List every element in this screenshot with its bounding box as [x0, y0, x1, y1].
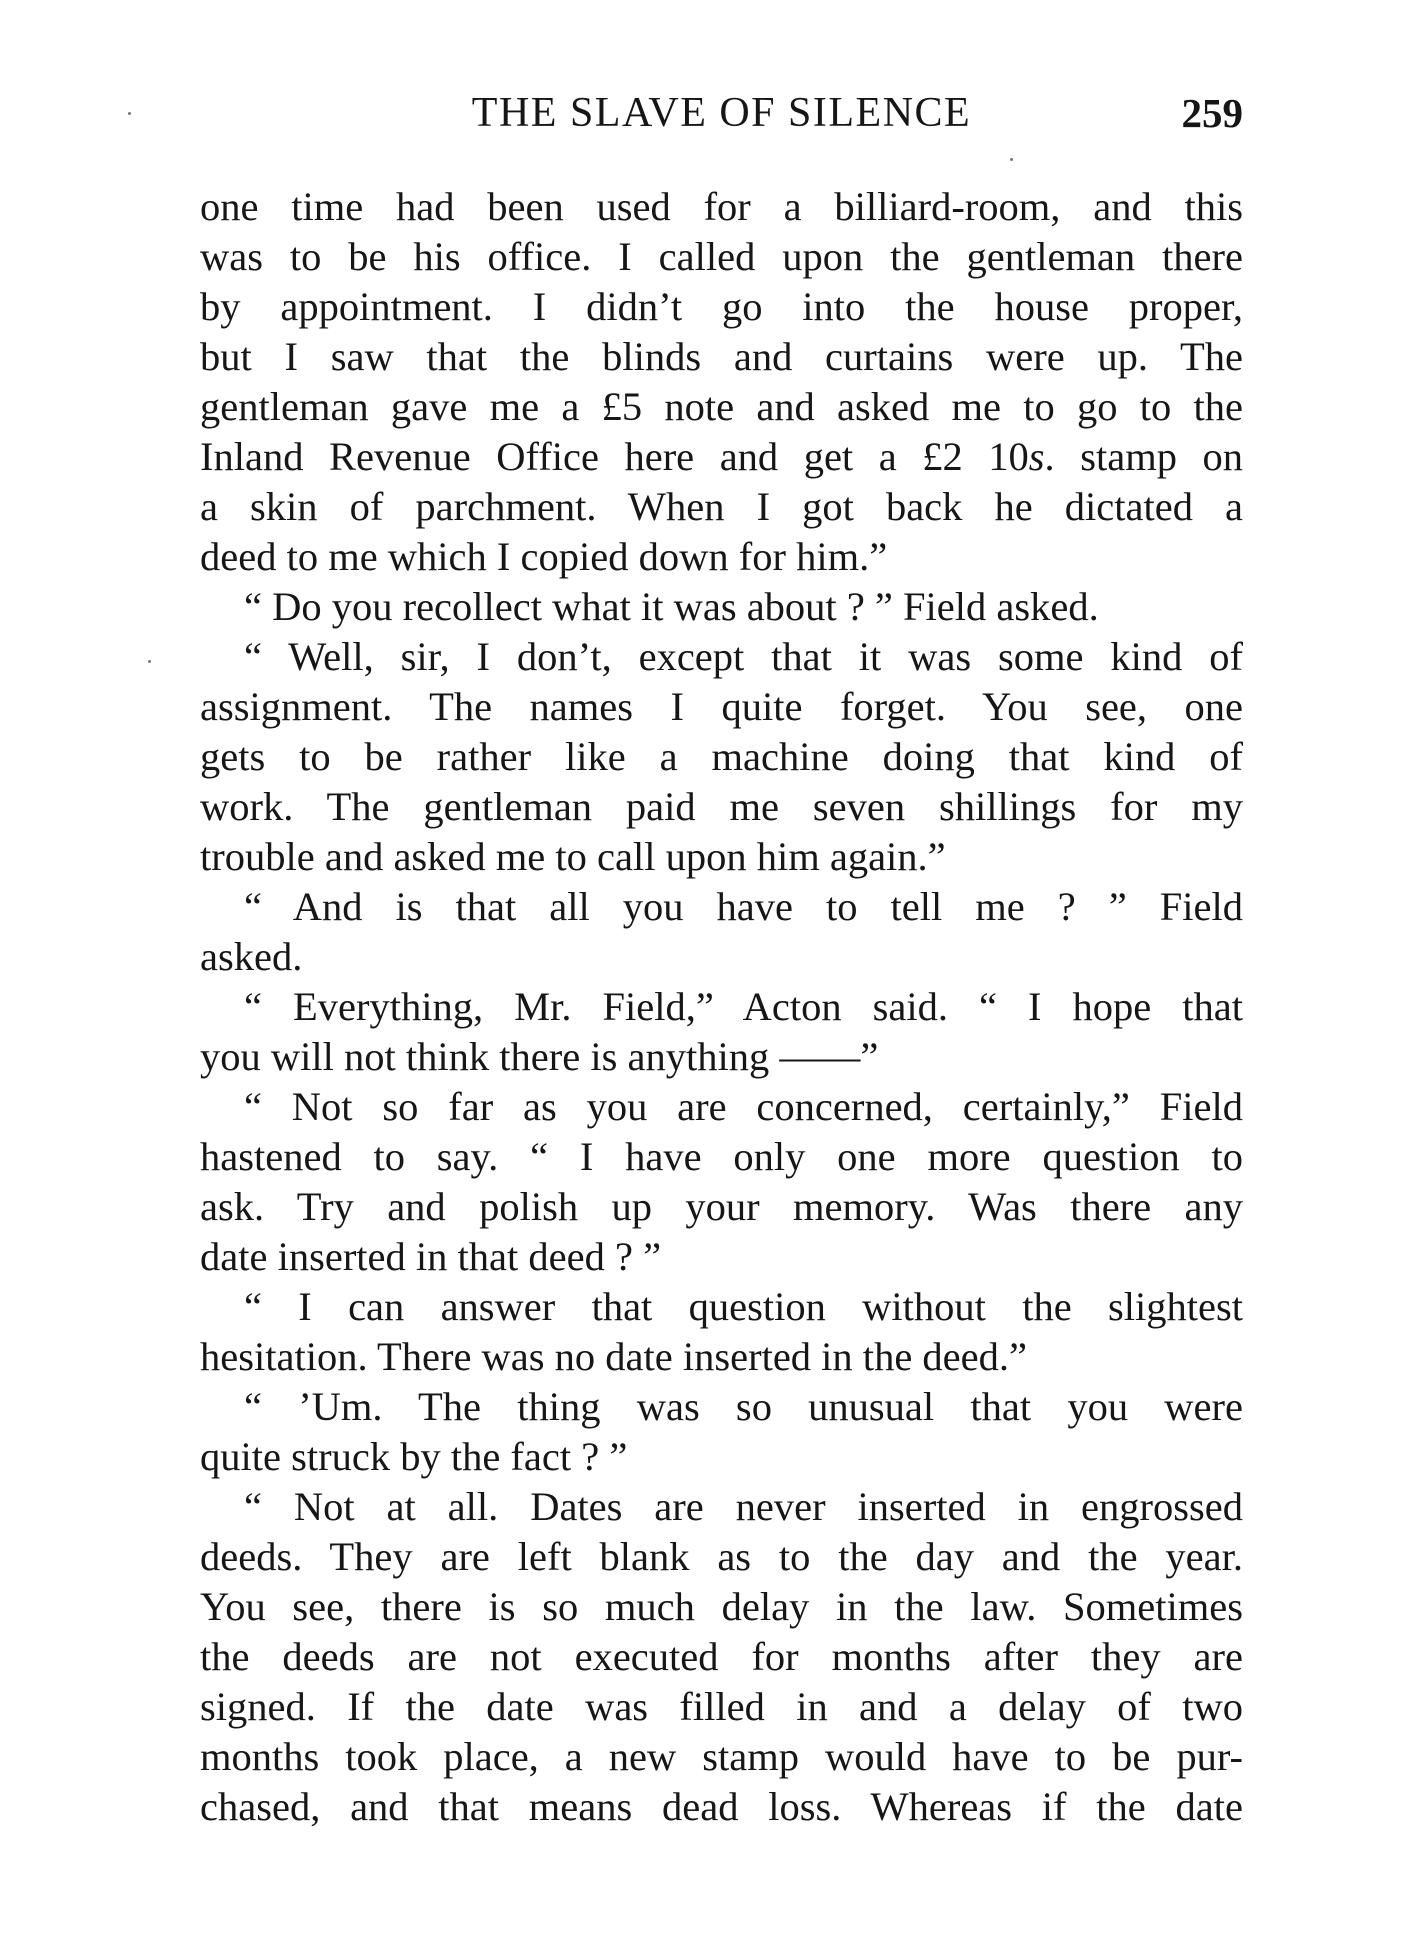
running-title: THE SLAVE OF SILENCE	[471, 90, 972, 136]
text-line: “ Not so far as you are concerned, certainly,” Field	[244, 1084, 1243, 1129]
text-line: but I saw that the blinds and curtains were up. The	[200, 334, 1243, 379]
text-line: assignment. The names I quite forget. You see, one	[200, 684, 1243, 729]
body-text	[200, 182, 1243, 1832]
print-speck	[148, 660, 151, 663]
text-line: date inserted in that deed ? ”	[200, 1234, 662, 1279]
text-line: “ Not at all. Dates are never inserted in engrossed	[244, 1484, 1243, 1529]
print-speck	[1010, 158, 1013, 161]
text-line: trouble and asked me to call upon him again.”	[200, 834, 946, 879]
text-line: hesitation. There was no date inserted in the deed.”	[200, 1334, 1027, 1379]
page-number: 259	[1181, 90, 1243, 136]
text-line: “ Do you recollect what it was about ? ” Field asked.	[244, 584, 1099, 629]
text-line: you will not think there is anything ——”	[200, 1034, 879, 1079]
text-line: months took place, a new stamp would have to be pur-	[200, 1734, 1243, 1779]
text-line: signed. If the date was filled in and a delay of two	[200, 1684, 1243, 1729]
text-line: Inland Revenue Office here and get a £2 10s. stamp on	[200, 434, 1243, 479]
running-head	[200, 88, 1243, 138]
text-line: “ I can answer that question without the slightest	[244, 1284, 1243, 1329]
text-line: a skin of parchment. When I got back he dictated a	[200, 484, 1243, 529]
text-line: “ Well, sir, I don’t, except that it was some kind of	[244, 634, 1243, 679]
text-line: “ Everything, Mr. Field,” Acton said. “ I hope that	[244, 984, 1243, 1029]
text-line: You see, there is so much delay in the law. Sometimes	[200, 1584, 1243, 1629]
text-line: “ And is that all you have to tell me ? ” Field	[244, 884, 1243, 929]
text-line: gentleman gave me a £5 note and asked me to go to the	[200, 384, 1243, 429]
text-line: the deeds are not executed for months after they are	[200, 1634, 1243, 1679]
text-line: hastened to say. “ I have only one more question to	[200, 1134, 1243, 1179]
text-line: was to be his office. I called upon the gentleman there	[200, 234, 1243, 279]
text-line: work. The gentleman paid me seven shillings for my	[200, 784, 1243, 829]
text-line: ask. Try and polish up your memory. Was there any	[200, 1184, 1243, 1229]
text-line: deed to me which I copied down for him.”	[200, 534, 888, 579]
text-line: by appointment. I didn’t go into the house proper,	[200, 284, 1243, 329]
text-line: deeds. They are left blank as to the day and the year.	[200, 1534, 1243, 1579]
print-speck	[128, 112, 131, 115]
text-line: one time had been used for a billiard-room, and this	[200, 184, 1243, 229]
text-line: asked.	[200, 934, 303, 979]
text-line: “ ’Um. The thing was so unusual that you were	[244, 1384, 1243, 1429]
text-line: quite struck by the fact ? ”	[200, 1434, 628, 1479]
text-line: gets to be rather like a machine doing that kind of	[200, 734, 1243, 779]
text-line: chased, and that means dead loss. Whereas if the date	[200, 1784, 1243, 1829]
